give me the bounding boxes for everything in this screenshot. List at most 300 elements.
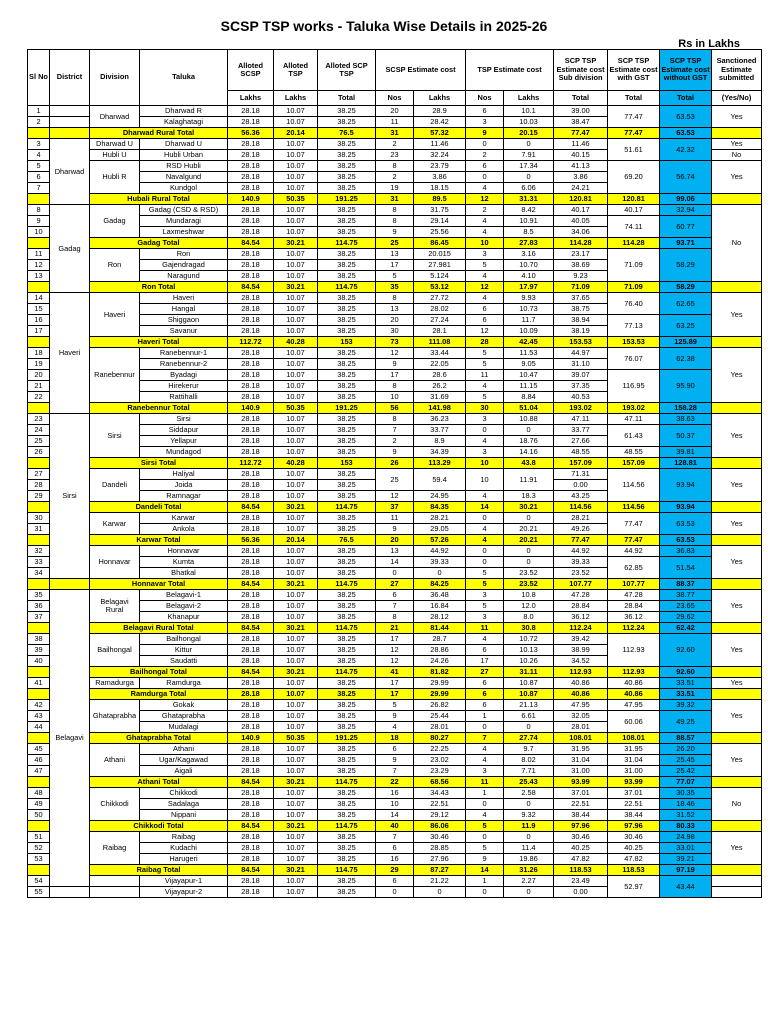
cell-gst: 31.95 bbox=[608, 744, 660, 755]
cell-sn: 27 bbox=[376, 579, 414, 590]
cell-ngst: 24.98 bbox=[660, 832, 712, 843]
cell-tn: 0 bbox=[466, 139, 504, 150]
cell-taluka: Kittur bbox=[140, 645, 228, 656]
cell-sub: 30.46 bbox=[554, 832, 608, 843]
cell-sn: 11 bbox=[376, 513, 414, 524]
cell-sub: 77.47 bbox=[554, 128, 608, 139]
cell-sub: 108.01 bbox=[554, 733, 608, 744]
table-row bbox=[28, 832, 762, 843]
cell-sub: 38.47 bbox=[554, 117, 608, 128]
cell-sub: 23.52 bbox=[554, 568, 608, 579]
cell-sl: 53 bbox=[28, 854, 50, 865]
cell-sub: 118.53 bbox=[554, 865, 608, 876]
cell-sl2: 32.24 bbox=[414, 150, 466, 161]
cell-tot: 114.75 bbox=[318, 579, 376, 590]
cell-tot: 38.25 bbox=[318, 161, 376, 172]
cell-tot: 38.25 bbox=[318, 205, 376, 216]
cell-tsp: 10.07 bbox=[274, 326, 318, 337]
cell-taluka: Kumta bbox=[140, 557, 228, 568]
total-label: Dandeli Total bbox=[90, 502, 228, 513]
cell-gst: 40.86 bbox=[608, 689, 660, 700]
cell-tot: 38.25 bbox=[318, 425, 376, 436]
cell-tl: 20.21 bbox=[504, 535, 554, 546]
cell-ngst: 33.51 bbox=[660, 678, 712, 689]
cell-sub: 40.15 bbox=[554, 150, 608, 161]
cell-yn bbox=[712, 777, 762, 788]
cell-sub: 3.86 bbox=[554, 172, 608, 183]
cell-scsp: 28.18 bbox=[228, 590, 274, 601]
cell-sub: 38.75 bbox=[554, 304, 608, 315]
cell-tsp: 10.07 bbox=[274, 249, 318, 260]
total-row bbox=[28, 458, 762, 469]
cell-tn: 4 bbox=[466, 183, 504, 194]
cell-sn: 8 bbox=[376, 414, 414, 425]
cell-tn: 12 bbox=[466, 282, 504, 293]
cell-tsp: 10.07 bbox=[274, 359, 318, 370]
cell-scsp: 28.18 bbox=[228, 216, 274, 227]
cell-sub: 47.82 bbox=[554, 854, 608, 865]
cell-sub: 47.11 bbox=[554, 414, 608, 425]
cell-sn: 16 bbox=[376, 854, 414, 865]
cell-tsp: 10.07 bbox=[274, 315, 318, 326]
cell-gst: 40.17 bbox=[608, 205, 660, 216]
cell-yn: Yes bbox=[712, 700, 762, 733]
cell-tsp: 30.21 bbox=[274, 865, 318, 876]
cell-sl2: 28.12 bbox=[414, 612, 466, 623]
cell-division: Ron bbox=[90, 249, 140, 282]
cell-sl: 39 bbox=[28, 645, 50, 656]
cell-tl: 10.47 bbox=[504, 370, 554, 381]
cell-tl: 11.4 bbox=[504, 843, 554, 854]
cell-sl: 29 bbox=[28, 491, 50, 502]
cell-sl bbox=[28, 821, 50, 832]
cell-yn: Yes bbox=[712, 414, 762, 458]
cell-sn: 9 bbox=[376, 227, 414, 238]
cell-sl bbox=[28, 579, 50, 590]
cell-sub: 38.19 bbox=[554, 326, 608, 337]
cell-tsp: 10.07 bbox=[274, 150, 318, 161]
cell-tsp: 10.07 bbox=[274, 106, 318, 117]
cell-sn: 20 bbox=[376, 315, 414, 326]
cell-sn: 7 bbox=[376, 766, 414, 777]
cell-ngst: 92.60 bbox=[660, 634, 712, 667]
cell-sub: 33.77 bbox=[554, 425, 608, 436]
cell-sl2: 29.99 bbox=[414, 689, 466, 700]
cell-gst: 71.09 bbox=[608, 282, 660, 293]
cell-sub: 157.09 bbox=[554, 458, 608, 469]
cell-sub: 37.65 bbox=[554, 293, 608, 304]
cell-gst: 112.93 bbox=[608, 634, 660, 667]
cell-yn: No bbox=[712, 205, 762, 282]
cell-scsp: 28.18 bbox=[228, 150, 274, 161]
cell-sl bbox=[28, 865, 50, 876]
cell-tsp: 10.07 bbox=[274, 656, 318, 667]
cell-tsp: 50.35 bbox=[274, 733, 318, 744]
total-label: Ron Total bbox=[90, 282, 228, 293]
total-row bbox=[28, 865, 762, 876]
cell-sl: 44 bbox=[28, 722, 50, 733]
cell-tot: 38.25 bbox=[318, 678, 376, 689]
cell-taluka: Hangal bbox=[140, 304, 228, 315]
cell-tsp: 10.07 bbox=[274, 293, 318, 304]
cell-tot: 38.25 bbox=[318, 249, 376, 260]
cell-tot: 38.25 bbox=[318, 447, 376, 458]
cell-sl2: 31.75 bbox=[414, 205, 466, 216]
cell-gst: 93.99 bbox=[608, 777, 660, 788]
cell-tn: 6 bbox=[466, 700, 504, 711]
cell-tsp: 10.07 bbox=[274, 436, 318, 447]
cell-scsp: 28.18 bbox=[228, 315, 274, 326]
cell-tot: 114.75 bbox=[318, 821, 376, 832]
cell-tl: 0 bbox=[504, 799, 554, 810]
cell-tot: 191.25 bbox=[318, 194, 376, 205]
cell-sl: 46 bbox=[28, 755, 50, 766]
cell-scsp: 28.18 bbox=[228, 139, 274, 150]
cell-tl: 30.21 bbox=[504, 502, 554, 513]
cell-sl2: 0 bbox=[414, 887, 466, 898]
cell-sn: 8 bbox=[376, 216, 414, 227]
cell-gst: 77.13 bbox=[608, 315, 660, 337]
cell-ngst: 50.37 bbox=[660, 425, 712, 447]
cell-sn: 56 bbox=[376, 403, 414, 414]
cell-scsp: 28.18 bbox=[228, 359, 274, 370]
cell-yn bbox=[712, 128, 762, 139]
cell-sl bbox=[28, 623, 50, 634]
cell-sub: 23.17 bbox=[554, 249, 608, 260]
cell-tsp: 10.07 bbox=[274, 370, 318, 381]
cell-tot: 191.25 bbox=[318, 733, 376, 744]
cell-sl2: 57.32 bbox=[414, 128, 466, 139]
cell-sn: 25 bbox=[376, 238, 414, 249]
cell-sn: 5 bbox=[376, 700, 414, 711]
cell-sub: 48.55 bbox=[554, 447, 608, 458]
cell-tsp: 10.07 bbox=[274, 216, 318, 227]
cell-sub: 24.21 bbox=[554, 183, 608, 194]
cell-sl2: 27.24 bbox=[414, 315, 466, 326]
cell-taluka: Ghataprabha bbox=[140, 711, 228, 722]
cell-ngst: 25.45 bbox=[660, 755, 712, 766]
cell-tsp: 10.07 bbox=[274, 271, 318, 282]
cell-yn: Yes bbox=[712, 469, 762, 502]
cell-sn: 9 bbox=[376, 524, 414, 535]
cell-taluka: Kalaghatagi bbox=[140, 117, 228, 128]
cell-sl2: 53.12 bbox=[414, 282, 466, 293]
table-row bbox=[28, 700, 762, 711]
cell-sl: 2 bbox=[28, 117, 50, 128]
cell-gst: 112.93 bbox=[608, 667, 660, 678]
total-label: Ramdurga Total bbox=[90, 689, 228, 700]
subheader-cell: Lakhs bbox=[414, 91, 466, 106]
cell-tsp: 30.21 bbox=[274, 667, 318, 678]
cell-taluka: Byadagi bbox=[140, 370, 228, 381]
cell-taluka: Siddapur bbox=[140, 425, 228, 436]
cell-tn: 3 bbox=[466, 447, 504, 458]
cell-tot: 38.25 bbox=[318, 480, 376, 491]
table-row bbox=[28, 876, 762, 887]
cell-sl2: 28.01 bbox=[414, 722, 466, 733]
cell-tl: 10.26 bbox=[504, 656, 554, 667]
cell-yn bbox=[712, 194, 762, 205]
cell-taluka: Bhatkal bbox=[140, 568, 228, 579]
cell-gst: 76.07 bbox=[608, 348, 660, 370]
total-row bbox=[28, 821, 762, 832]
cell-division: Sirsi bbox=[90, 414, 140, 458]
cell-yn: Yes bbox=[712, 546, 762, 579]
cell-gst: 157.09 bbox=[608, 458, 660, 469]
cell-sn: 12 bbox=[376, 348, 414, 359]
cell-sn: 6 bbox=[376, 744, 414, 755]
cell-sl2: 29.14 bbox=[414, 216, 466, 227]
cell-tn: 4 bbox=[466, 216, 504, 227]
subheader-cell: Total bbox=[554, 91, 608, 106]
cell-sub: 38.44 bbox=[554, 810, 608, 821]
table-body bbox=[28, 106, 762, 898]
cell-scsp: 28.18 bbox=[228, 117, 274, 128]
cell-tot: 38.25 bbox=[318, 612, 376, 623]
cell-scsp: 28.18 bbox=[228, 832, 274, 843]
cell-scsp: 28.18 bbox=[228, 172, 274, 183]
cell-scsp: 28.18 bbox=[228, 447, 274, 458]
cell-sl2: 18.15 bbox=[414, 183, 466, 194]
cell-tot: 38.25 bbox=[318, 183, 376, 194]
cell-tot: 38.25 bbox=[318, 766, 376, 777]
cell-scsp: 28.18 bbox=[228, 491, 274, 502]
cell-yn: Yes bbox=[712, 348, 762, 403]
cell-sl2: 27.72 bbox=[414, 293, 466, 304]
cell-sl2: 22.05 bbox=[414, 359, 466, 370]
cell-tot: 76.5 bbox=[318, 128, 376, 139]
cell-tot: 38.25 bbox=[318, 315, 376, 326]
cell-tl: 10.72 bbox=[504, 634, 554, 645]
cell-tsp: 10.07 bbox=[274, 469, 318, 480]
cell-sl bbox=[28, 337, 50, 348]
cell-taluka: Rattihalli bbox=[140, 392, 228, 403]
cell-sl2: 22.25 bbox=[414, 744, 466, 755]
header-alloted-scsp: Alloted SCSP bbox=[228, 50, 274, 91]
cell-tot: 114.75 bbox=[318, 623, 376, 634]
cell-tn: 6 bbox=[466, 315, 504, 326]
cell-tl: 19.86 bbox=[504, 854, 554, 865]
cell-tn: 4 bbox=[466, 744, 504, 755]
cell-tsp: 10.07 bbox=[274, 854, 318, 865]
cell-gst: 47.82 bbox=[608, 854, 660, 865]
cell-sn: 8 bbox=[376, 381, 414, 392]
cell-tsp: 10.07 bbox=[274, 601, 318, 612]
cell-tot: 38.25 bbox=[318, 524, 376, 535]
cell-sub: 120.81 bbox=[554, 194, 608, 205]
cell-tl: 31.31 bbox=[504, 194, 554, 205]
cell-tot: 76.5 bbox=[318, 535, 376, 546]
cell-ngst: 92.60 bbox=[660, 667, 712, 678]
cell-tot: 38.25 bbox=[318, 854, 376, 865]
cell-tl: 10.87 bbox=[504, 689, 554, 700]
cell-sl: 13 bbox=[28, 271, 50, 282]
cell-taluka: Gajendragad bbox=[140, 260, 228, 271]
cell-tn: 4 bbox=[466, 755, 504, 766]
cell-tsp: 10.07 bbox=[274, 183, 318, 194]
cell-sl2: 29.99 bbox=[414, 678, 466, 689]
cell-taluka: Shiggaon bbox=[140, 315, 228, 326]
cell-tsp: 10.07 bbox=[274, 689, 318, 700]
cell-sl bbox=[28, 238, 50, 249]
cell-tl: 11.9 bbox=[504, 821, 554, 832]
cell-yn bbox=[712, 282, 762, 293]
cell-ngst: 43.44 bbox=[660, 876, 712, 898]
cell-sl: 24 bbox=[28, 425, 50, 436]
cell-scsp: 28.18 bbox=[228, 260, 274, 271]
total-label: Karwar Total bbox=[90, 535, 228, 546]
cell-taluka: Harugeri bbox=[140, 854, 228, 865]
cell-tn: 6 bbox=[466, 689, 504, 700]
cell-yn: Yes bbox=[712, 106, 762, 128]
cell-scsp: 84.54 bbox=[228, 821, 274, 832]
cell-scsp: 28.18 bbox=[228, 425, 274, 436]
cell-sl: 22 bbox=[28, 392, 50, 403]
cell-sub: 97.96 bbox=[554, 821, 608, 832]
cell-taluka: Vijayapur-1 bbox=[140, 876, 228, 887]
total-label: Sirsi Total bbox=[90, 458, 228, 469]
cell-tn: 5 bbox=[466, 260, 504, 271]
cell-tsp: 50.35 bbox=[274, 403, 318, 414]
cell-tl: 10.03 bbox=[504, 117, 554, 128]
table-row bbox=[28, 414, 762, 425]
cell-ngst: 39.81 bbox=[660, 447, 712, 458]
cell-tn: 1 bbox=[466, 711, 504, 722]
cell-tl: 3.16 bbox=[504, 249, 554, 260]
cell-tn: 6 bbox=[466, 678, 504, 689]
cell-sl: 14 bbox=[28, 293, 50, 304]
cell-tn: 11 bbox=[466, 370, 504, 381]
cell-tot: 38.25 bbox=[318, 293, 376, 304]
cell-tsp: 10.07 bbox=[274, 117, 318, 128]
cell-sn: 29 bbox=[376, 865, 414, 876]
total-label: Gadag Total bbox=[90, 238, 228, 249]
total-label: Hubali Rural Total bbox=[90, 194, 228, 205]
cell-tsp: 10.07 bbox=[274, 634, 318, 645]
cell-tot: 38.25 bbox=[318, 513, 376, 524]
cell-scsp: 28.18 bbox=[228, 700, 274, 711]
cell-tot: 38.25 bbox=[318, 150, 376, 161]
cell-tl: 8.0 bbox=[504, 612, 554, 623]
cell-tot: 38.25 bbox=[318, 348, 376, 359]
cell-ngst: 33.51 bbox=[660, 689, 712, 700]
cell-sub: 38.99 bbox=[554, 645, 608, 656]
cell-sn: 8 bbox=[376, 293, 414, 304]
cell-sl: 48 bbox=[28, 788, 50, 799]
cell-yn: Yes bbox=[712, 634, 762, 667]
cell-sn: 9 bbox=[376, 755, 414, 766]
cell-tot: 38.25 bbox=[318, 117, 376, 128]
cell-scsp: 28.18 bbox=[228, 381, 274, 392]
cell-gst: 118.53 bbox=[608, 865, 660, 876]
cell-yn: Yes bbox=[712, 744, 762, 777]
cell-yn: Yes bbox=[712, 139, 762, 150]
cell-sub: 28.84 bbox=[554, 601, 608, 612]
total-row bbox=[28, 535, 762, 546]
cell-gst: 114.28 bbox=[608, 238, 660, 249]
cell-sn: 9 bbox=[376, 447, 414, 458]
cell-scsp: 28.18 bbox=[228, 656, 274, 667]
cell-tn: 2 bbox=[466, 150, 504, 161]
cell-sl2: 36.48 bbox=[414, 590, 466, 601]
cell-tsp: 30.21 bbox=[274, 502, 318, 513]
cell-tot: 38.25 bbox=[318, 887, 376, 898]
cell-tl: 10.87 bbox=[504, 678, 554, 689]
cell-sn: 37 bbox=[376, 502, 414, 513]
cell-tl: 27.74 bbox=[504, 733, 554, 744]
cell-tot: 38.25 bbox=[318, 227, 376, 238]
cell-scsp: 28.18 bbox=[228, 788, 274, 799]
cell-sn: 8 bbox=[376, 161, 414, 172]
cell-tsp: 30.21 bbox=[274, 579, 318, 590]
cell-sub: 36.12 bbox=[554, 612, 608, 623]
cell-sn: 17 bbox=[376, 678, 414, 689]
cell-sn: 13 bbox=[376, 249, 414, 260]
cell-sn: 2 bbox=[376, 139, 414, 150]
cell-gst: 47.28 bbox=[608, 590, 660, 601]
cell-tsp: 40.28 bbox=[274, 337, 318, 348]
cell-scsp: 28.18 bbox=[228, 326, 274, 337]
total-label: Chikkodi Total bbox=[90, 821, 228, 832]
cell-district bbox=[50, 106, 90, 117]
cell-ngst: 51.54 bbox=[660, 557, 712, 579]
cell-taluka: Chikkodi bbox=[140, 788, 228, 799]
cell-sl2: 25.56 bbox=[414, 227, 466, 238]
cell-sn: 0 bbox=[376, 568, 414, 579]
cell-ngst: 80.33 bbox=[660, 821, 712, 832]
cell-tn: 0 bbox=[466, 557, 504, 568]
cell-tl: 23.52 bbox=[504, 568, 554, 579]
cell-tot: 38.25 bbox=[318, 832, 376, 843]
cell-taluka: Honnavar bbox=[140, 546, 228, 557]
cell-tot: 38.25 bbox=[318, 106, 376, 117]
cell-sl2: 89.5 bbox=[414, 194, 466, 205]
cell-taluka: Mundagod bbox=[140, 447, 228, 458]
cell-sl2: 0 bbox=[414, 568, 466, 579]
cell-tl: 18.3 bbox=[504, 491, 554, 502]
cell-sn: 10 bbox=[376, 392, 414, 403]
cell-sl2: 29.12 bbox=[414, 810, 466, 821]
cell-ngst: 31.52 bbox=[660, 810, 712, 821]
cell-sub: 31.95 bbox=[554, 744, 608, 755]
cell-tn: 5 bbox=[466, 568, 504, 579]
cell-district bbox=[50, 128, 90, 139]
cell-tot: 38.25 bbox=[318, 260, 376, 271]
cell-sl2: 23.02 bbox=[414, 755, 466, 766]
cell-sub: 32.05 bbox=[554, 711, 608, 722]
cell-tl: 9.32 bbox=[504, 810, 554, 821]
cell-sl bbox=[28, 667, 50, 678]
cell-tot: 38.25 bbox=[318, 326, 376, 337]
cell-division: Honnavar bbox=[90, 546, 140, 579]
cell-ngst: 62.38 bbox=[660, 348, 712, 370]
cell-scsp: 28.18 bbox=[228, 392, 274, 403]
cell-tn: 5 bbox=[466, 359, 504, 370]
cell-sub: 44.92 bbox=[554, 546, 608, 557]
cell-sl: 9 bbox=[28, 216, 50, 227]
table-row bbox=[28, 469, 762, 480]
cell-tl: 20.21 bbox=[504, 524, 554, 535]
cell-ngst: 88.37 bbox=[660, 579, 712, 590]
cell-gst: 40.86 bbox=[608, 678, 660, 689]
cell-ngst: 32.94 bbox=[660, 205, 712, 216]
total-row bbox=[28, 337, 762, 348]
cell-tot: 38.25 bbox=[318, 436, 376, 447]
cell-yn bbox=[712, 887, 762, 898]
cell-tl: 10.70 bbox=[504, 260, 554, 271]
cell-sl2: 86.06 bbox=[414, 821, 466, 832]
cell-tn: 0 bbox=[466, 799, 504, 810]
